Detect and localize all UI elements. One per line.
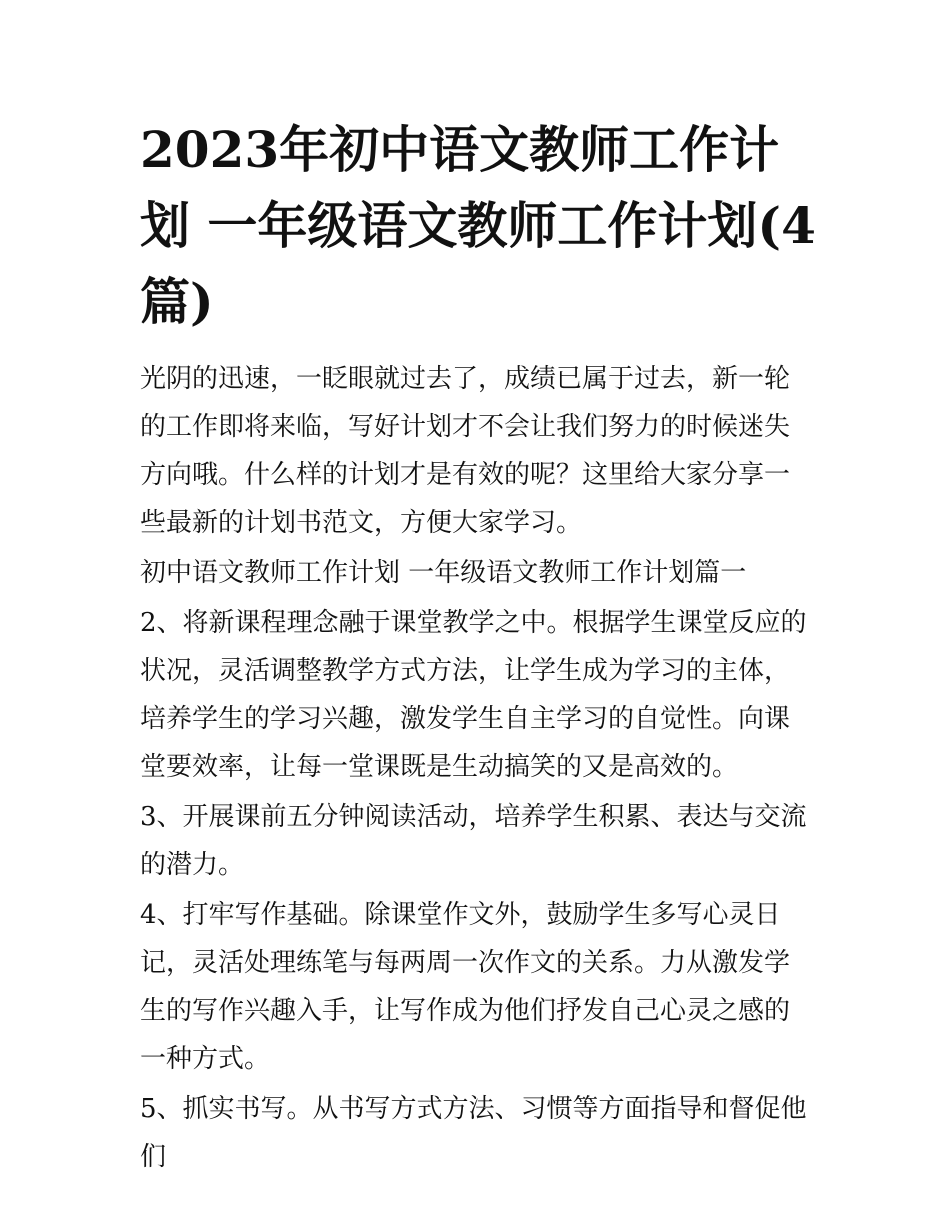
paragraph-item-2: 2、将新课程理念融于课堂教学之中。根据学生课堂反应的状况，灵活调整教学方式方法，让学生成为学习的主体，培养学生的学习兴趣，激发学生自主学习的自觉性。向课堂要效率，让每一堂课既是生动搞笑的又是高效的。 [140,608,807,782]
paragraph-item-3: 3、开展课前五分钟阅读活动，培养学生积累、表达与交流的潜力。 [140,802,807,880]
paragraph-item-4: 4、打牢写作基础。除课堂作文外，鼓励学生多写心灵日记，灵活处理练笔与每两周一次作文的关系。力从激发学生的写作兴趣入手，让写作成为他们抒发自己心灵之感的一种方式。 [140,900,791,1074]
intro-paragraph: 光阴的迅速，一眨眼就过去了，成绩已属于过去，新一轮的工作即将来临，写好计划才不会让我们努力的时候迷失方向哦。什么样的计划才是有效的呢？这里给大家分享一些最新的计划书范文，方便大家学习。 [140,364,791,538]
section-heading: 初中语文教师工作计划 一年级语文教师工作计划篇一 [140,558,747,588]
paragraph-item-5: 5、抓实书写。从书写方式方法、习惯等方面指导和督促他们 [140,1094,807,1172]
document-title: 2023年初中语文教师工作计划 一年级语文教师工作计划(4篇) [140,120,816,331]
document-body [140,355,815,1181]
